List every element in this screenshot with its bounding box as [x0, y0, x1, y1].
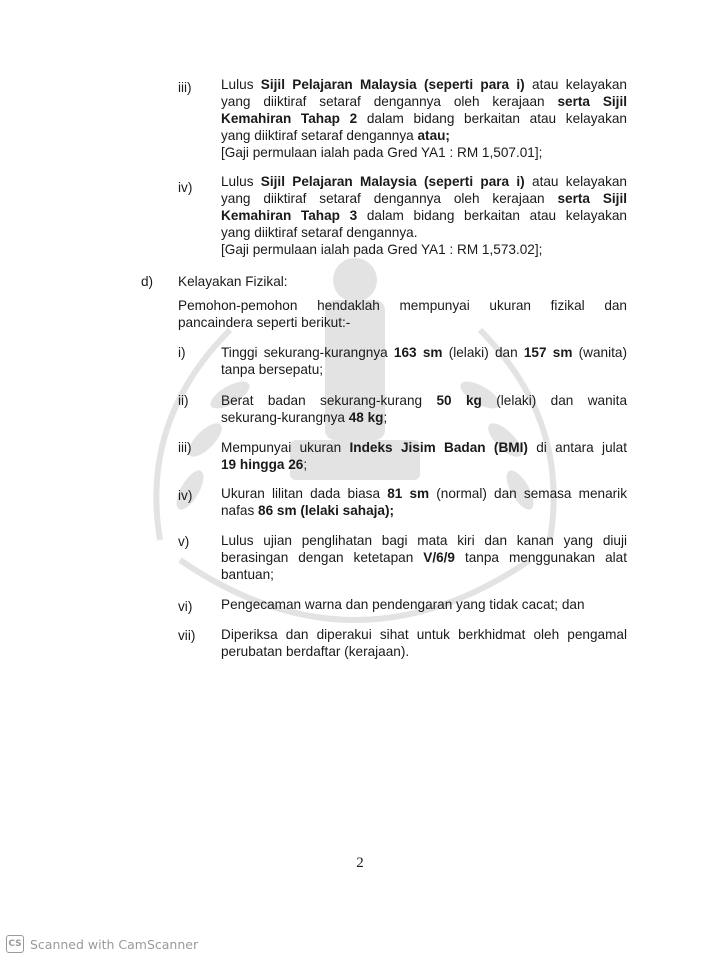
text-line: yang diiktiraf setaraf dengannya oleh kerajaan serta Sijil: [221, 94, 627, 109]
text-line: yang diiktiraf setaraf dengannya atau;: [221, 128, 450, 143]
physical-item-ii: [221, 392, 627, 426]
text-line: yang diiktiraf setaraf dengannya.: [221, 225, 418, 240]
camscanner-logo-icon: CS: [6, 935, 24, 953]
section-intro: [178, 297, 627, 331]
text-line: Kemahiran Tahap 2 dalam bidang berkaitan atau kelayakan: [221, 111, 627, 126]
text-line: pancaindera seperti berikut:-: [178, 315, 351, 330]
item-marker: v): [178, 534, 190, 549]
physical-item-vii: [221, 626, 627, 660]
item-text: [221, 173, 627, 258]
item-marker: iv): [178, 488, 193, 503]
text-line: sekurang-kurangnya 48 kg;: [221, 410, 388, 425]
item-marker: iv): [178, 180, 193, 195]
text-line: 19 hingga 26;: [221, 457, 308, 472]
text-line: Berat badan sekurang-kurang 50 kg (lelaki) dan wanita: [221, 393, 628, 408]
physical-item-iii: [221, 439, 627, 473]
text-line: Lulus Sijil Pelajaran Malaysia (seperti para i) atau kelayakan: [221, 77, 627, 92]
text-line: nafas 86 sm (lelaki sahaja);: [221, 503, 395, 518]
text-line: Lulus ujian penglihatan bagi mata kiri dan kanan yang diuji: [221, 533, 627, 548]
item-marker: vii): [178, 628, 196, 643]
text-line: perubatan berdaftar (kerajaan).: [221, 644, 410, 659]
scanner-watermark: [6, 934, 198, 954]
physical-item-i: [221, 344, 627, 378]
text-line: Tinggi sekurang-kurangnya 163 sm (lelaki) dan 157 sm (wanita): [221, 345, 627, 360]
physical-item-vi: [221, 596, 627, 613]
section-heading: Kelayakan Fizikal:: [178, 274, 288, 289]
text-line: Pemohon-pemohon hendaklah mempunyai ukuran fizikal dan: [178, 298, 627, 313]
text-line: Pengecaman warna dan pendengaran yang tidak cacat; dan: [221, 597, 585, 612]
section-marker-d: d): [141, 274, 154, 289]
scanner-text: Scanned with CamScanner: [30, 936, 199, 952]
item-marker: iii): [178, 440, 192, 455]
item-marker: iii): [178, 80, 192, 95]
page-number: 2: [356, 855, 364, 871]
text-line: Mempunyai ukuran Indeks Jisim Badan (BMI) di antara julat: [221, 440, 627, 455]
item-marker: i): [178, 345, 186, 360]
text-line: tanpa bersepatu;: [221, 362, 324, 377]
text-line: Lulus Sijil Pelajaran Malaysia (seperti para i) atau kelayakan: [221, 174, 627, 189]
text-line: Kemahiran Tahap 3 dalam bidang berkaitan atau kelayakan: [221, 208, 627, 223]
text-line: yang diiktiraf setaraf dengannya oleh kerajaan serta Sijil: [221, 191, 627, 206]
salary-line: [Gaji permulaan ialah pada Gred YA1 : RM 1,507.01];: [221, 145, 543, 160]
text-line: Diperiksa dan diperakui sihat untuk berkhidmat oleh pengamal: [221, 627, 627, 642]
text-line: bantuan;: [221, 567, 274, 582]
salary-line: [Gaji permulaan ialah pada Gred YA1 : RM 1,573.02];: [221, 242, 543, 257]
text-line: Ukuran lilitan dada biasa 81 sm (normal) dan semasa menarik: [221, 486, 627, 501]
physical-item-v: [221, 532, 627, 583]
item-text: [221, 76, 627, 161]
physical-item-iv: [221, 485, 627, 519]
item-marker: vi): [178, 599, 193, 614]
text-line: berasingan dengan ketetapan V/6/9 tanpa menggunakan alat: [221, 550, 627, 565]
item-marker: ii): [178, 393, 189, 408]
